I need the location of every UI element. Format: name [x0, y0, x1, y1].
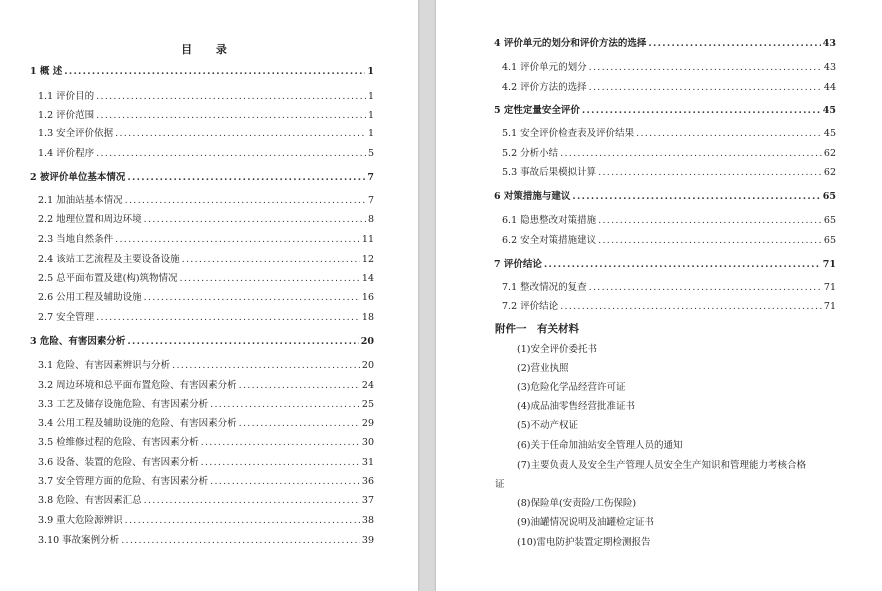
toc-entry-page: 1 — [367, 91, 374, 102]
toc-entry-label: 3.10 事故案例分析 — [38, 535, 120, 546]
toc-entry-page: 12 — [361, 254, 374, 265]
toc-entry-label: 3.7 安全管理方面的危险、有害因素分析 — [38, 476, 209, 487]
dot-leader — [544, 259, 821, 271]
toc-entry[interactable] — [38, 399, 374, 411]
toc-entry-page: 5 — [367, 148, 374, 159]
dot-leader — [589, 82, 822, 94]
toc-entry-label: 1.2 评价范围 — [38, 110, 95, 121]
toc-entry-page: 24 — [361, 380, 374, 391]
toc-entry-label: 3.8 危险、有害因素汇总 — [38, 495, 142, 506]
toc-entry-label: 5.2 分析小结 — [502, 148, 559, 159]
toc-entry[interactable] — [38, 254, 374, 266]
toc-entry[interactable] — [502, 215, 836, 227]
toc-entry[interactable] — [30, 336, 374, 348]
toc-entry-label: 7.2 评价结论 — [502, 301, 559, 312]
dot-leader — [560, 301, 822, 313]
toc-entry-page: 20 — [360, 336, 374, 347]
dot-leader — [96, 148, 366, 160]
dot-leader — [96, 312, 360, 324]
toc-entry-label: 3.5 检维修过程的危险、有害因素分析 — [38, 437, 199, 448]
toc-entry-label: 5 定性定量安全评价 — [494, 105, 580, 116]
toc-entry[interactable] — [502, 301, 836, 313]
toc-entry-label: 1.3 安全评价依据 — [38, 128, 114, 139]
dot-leader — [172, 360, 360, 372]
toc-entry-page: 20 — [361, 360, 374, 371]
toc-entry-page: 7 — [367, 195, 374, 206]
toc-entry[interactable] — [38, 128, 374, 140]
annex-item: (1)安全评价委托书 — [517, 344, 597, 355]
toc-entry[interactable] — [494, 105, 836, 117]
toc-entry[interactable] — [38, 380, 374, 392]
dot-leader — [144, 292, 360, 304]
dot-leader — [201, 457, 360, 469]
toc-entry-page: 37 — [361, 495, 374, 506]
toc-entry[interactable] — [502, 82, 836, 94]
toc-entry-label: 6 对策措施与建议 — [494, 191, 571, 202]
toc-entry-page: 1 — [367, 128, 374, 139]
toc-entry-label: 4.1 评价单元的划分 — [502, 62, 587, 73]
toc-entry[interactable] — [38, 360, 374, 372]
annex-item: (4)成品油零售经营批准证书 — [517, 401, 635, 412]
toc-entry[interactable] — [502, 167, 836, 179]
toc-entry-label: 1 概 述 — [30, 66, 63, 77]
toc-entry-page: 65 — [822, 191, 836, 202]
toc-entry-page: 18 — [361, 312, 374, 323]
dot-leader — [589, 62, 822, 74]
toc-entry-label: 4 评价单元的划分和评价方法的选择 — [494, 38, 647, 49]
dot-leader — [210, 476, 360, 488]
toc-entry-label: 5.1 安全评价检查表及评价结果 — [502, 128, 635, 139]
toc-entry[interactable] — [38, 495, 374, 507]
toc-entry-page: 36 — [361, 476, 374, 487]
dot-leader — [648, 38, 820, 50]
toc-entry-label: 5.3 事故后果模拟计算 — [502, 167, 597, 178]
toc-entry[interactable] — [502, 282, 836, 294]
dot-leader — [239, 380, 360, 392]
toc-entry[interactable] — [38, 437, 374, 449]
dot-leader — [598, 235, 822, 247]
toc-entry[interactable] — [38, 476, 374, 488]
toc-entry[interactable] — [494, 259, 836, 271]
dot-leader — [560, 148, 822, 160]
dot-leader — [115, 234, 360, 246]
dot-leader — [589, 282, 822, 294]
toc-entry-label: 2.7 安全管理 — [38, 312, 95, 323]
annex-item-continuation: 证 — [495, 479, 505, 490]
toc-entry-label: 1.1 评价目的 — [38, 91, 95, 102]
toc-entry-page: 65 — [823, 235, 836, 246]
toc-entry[interactable] — [38, 91, 374, 103]
dot-leader — [115, 128, 366, 140]
dot-leader — [582, 105, 821, 117]
toc-entry-page: 39 — [361, 535, 374, 546]
toc-entry-label: 1.4 评价程序 — [38, 148, 95, 159]
dot-leader — [125, 195, 366, 207]
toc-entry-label: 2.5 总平面布置及建(构)筑物情况 — [38, 273, 178, 284]
annex-item: (2)营业执照 — [517, 363, 569, 374]
toc-entry-label: 2.3 当地自然条件 — [38, 234, 114, 245]
toc-entry-page: 29 — [361, 418, 374, 429]
toc-entry-page: 43 — [823, 62, 836, 73]
dot-leader — [127, 172, 365, 184]
toc-entry-page: 62 — [823, 148, 836, 159]
toc-entry-page: 25 — [361, 399, 374, 410]
dot-leader — [127, 336, 358, 348]
toc-entry[interactable] — [38, 418, 374, 430]
toc-entry-label: 2.6 公用工程及辅助设施 — [38, 292, 142, 303]
toc-entry-page: 43 — [822, 38, 836, 49]
toc-entry-label: 3 危险、有害因素分析 — [30, 336, 126, 347]
toc-entry-page: 14 — [361, 273, 374, 284]
toc-entry-page: 38 — [361, 515, 374, 526]
toc-entry-label: 3.2 周边环境和总平面布置危险、有害因素分析 — [38, 380, 237, 391]
toc-entry[interactable] — [38, 312, 374, 324]
toc-entry-label: 3.6 设备、装置的危险、有害因素分析 — [38, 457, 199, 468]
toc-entry[interactable] — [38, 148, 374, 160]
toc-entry[interactable] — [494, 38, 836, 50]
dot-leader — [144, 214, 366, 226]
dot-leader — [96, 91, 366, 103]
toc-entry-label: 3.1 危险、有害因素辨识与分析 — [38, 360, 171, 371]
dot-leader — [125, 515, 360, 527]
toc-entry-label: 4.2 评价方法的选择 — [502, 82, 587, 93]
annex-heading: 附件一 有关材料 — [495, 323, 579, 335]
toc-entry[interactable] — [38, 535, 374, 547]
dot-leader — [180, 273, 360, 285]
toc-entry-page: 1 — [367, 66, 374, 77]
toc-entry-page: 45 — [822, 105, 836, 116]
toc-entry[interactable] — [38, 234, 374, 246]
dot-leader — [96, 110, 366, 122]
toc-entry[interactable] — [38, 515, 374, 527]
toc-entry[interactable] — [38, 214, 374, 226]
annex-item: (6)关于任命加油站安全管理人员的通知 — [517, 440, 683, 451]
toc-entry[interactable] — [502, 235, 836, 247]
toc-entry-label: 6.2 安全对策措施建议 — [502, 235, 597, 246]
toc-entry[interactable] — [38, 273, 374, 285]
annex-item: (8)保险单(安责险/工伤保险) — [517, 498, 637, 509]
toc-entry[interactable] — [38, 195, 374, 207]
dot-leader — [598, 167, 822, 179]
toc-entry[interactable] — [30, 172, 374, 184]
toc-entry-page: 71 — [822, 259, 836, 270]
toc-entry-page: 31 — [361, 457, 374, 468]
toc-entry-page: 7 — [367, 172, 374, 183]
toc-entry-label: 2.1 加油站基本情况 — [38, 195, 123, 206]
dot-leader — [210, 399, 360, 411]
toc-entry-page: 8 — [367, 214, 374, 225]
toc-entry-label: 7 评价结论 — [494, 259, 542, 270]
toc-entry-label: 2 被评价单位基本情况 — [30, 172, 126, 183]
toc-page-right — [436, 0, 882, 591]
toc-entry-page: 44 — [823, 82, 836, 93]
toc-entry-label: 2.2 地理位置和周边环境 — [38, 214, 142, 225]
toc-entry[interactable] — [494, 191, 836, 203]
toc-entry[interactable] — [30, 66, 374, 78]
dot-leader — [239, 418, 360, 430]
toc-entry-page: 16 — [361, 292, 374, 303]
dot-leader — [636, 128, 822, 140]
dot-leader — [201, 437, 360, 449]
toc-entry-page: 45 — [823, 128, 836, 139]
dot-leader — [121, 535, 360, 547]
toc-entry-page: 71 — [823, 301, 836, 312]
toc-entry-page: 71 — [823, 282, 836, 293]
annex-item: (7)主要负责人及安全生产管理人员安全生产知识和管理能力考核合格 — [517, 460, 806, 471]
toc-entry[interactable] — [502, 62, 836, 74]
toc-entry-page: 11 — [361, 234, 374, 245]
toc-entry[interactable] — [38, 457, 374, 469]
toc-entry[interactable] — [38, 292, 374, 304]
toc-entry-page: 65 — [823, 215, 836, 226]
toc-entry[interactable] — [38, 110, 374, 122]
dot-leader — [64, 66, 365, 78]
toc-entry[interactable] — [502, 128, 836, 140]
toc-entry-page: 62 — [823, 167, 836, 178]
toc-entry-label: 3.4 公用工程及辅助设施的危险、有害因素分析 — [38, 418, 237, 429]
dot-leader — [572, 191, 820, 203]
toc-entry-label: 2.4 该站工艺流程及主要设备设施 — [38, 254, 180, 265]
annex-item: (3)危险化学品经营许可证 — [517, 382, 626, 393]
dot-leader — [144, 495, 360, 507]
toc-page-left — [0, 0, 418, 591]
dot-leader — [598, 215, 822, 227]
dot-leader — [182, 254, 360, 266]
toc-entry-label: 6.1 隐患整改对策措施 — [502, 215, 597, 226]
toc-entry-label: 7.1 整改情况的复查 — [502, 282, 587, 293]
annex-item: (10)雷电防护装置定期检测报告 — [517, 537, 651, 548]
annex-item: (9)油罐情况说明及油罐检定证书 — [517, 517, 654, 528]
annex-item: (5)不动产权证 — [517, 420, 578, 431]
toc-entry-label: 3.9 重大危险源辨识 — [38, 515, 123, 526]
toc-entry-label: 3.3 工艺及储存设施危险、有害因素分析 — [38, 399, 209, 410]
toc-entry[interactable] — [502, 148, 836, 160]
toc-title: 目 录 — [181, 43, 237, 56]
toc-entry-page: 30 — [361, 437, 374, 448]
toc-entry-page: 1 — [367, 110, 374, 121]
